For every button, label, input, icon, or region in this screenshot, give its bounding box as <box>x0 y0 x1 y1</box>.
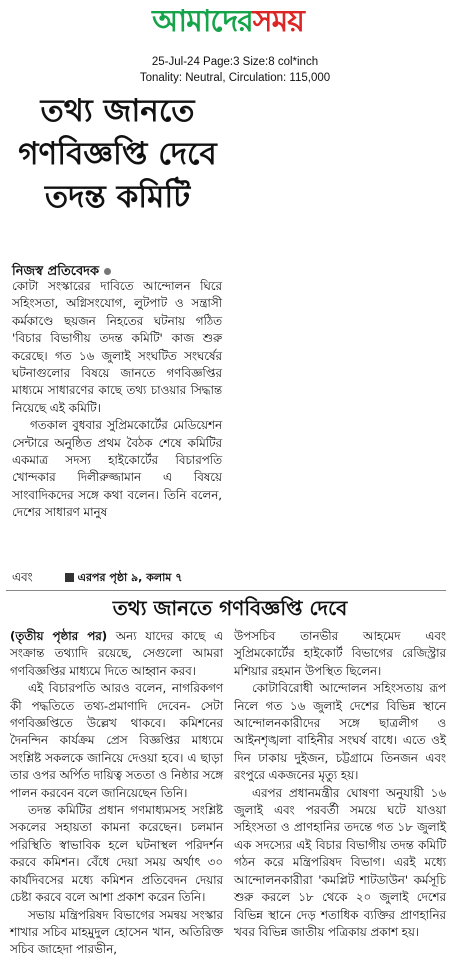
clip-date-page-size: 25-Jul-24 Page:3 Size:8 col*inch <box>151 56 319 68</box>
byline-text: নিজস্ব প্রতিবেদক <box>12 264 100 279</box>
lead-column <box>12 278 222 522</box>
continued-paragraph: সভায় মন্ত্রিপরিষদ বিভাগের সমন্বয় সংস্কার শাখার সচিব মাহমুদুল হোসেন খান, অতিরিক্ত সচিব জাহেদা পারভীন, <box>10 907 223 957</box>
continued-left-column <box>10 628 223 959</box>
continued-paragraph <box>10 628 223 680</box>
continued-paragraph: উপসচিব তানভীর আহমেদ এবং সুপ্রিমকোর্টের হাইকোর্ট বিভাগের রেজিস্ট্রার মশিয়ার রহমান উপস্থিত ছিলেন। <box>234 629 446 678</box>
logo-part-1: আমাদের <box>152 3 253 39</box>
continued-paragraph: তদন্ত কমিটির প্রধান গণমাধ্যমসহ সংশ্লিষ্ট সকলের সহায়তা কামনা করেছেন। চলমান পরিস্থিতি স্বাভাবিক হলে ঘটনাস্থল পরিদর্শন করবে কমিশন। বেঁধে দেয়া সময় অর্থাৎ ৩০ কার্যদিবসের মধ্যে কমিশন প্রতিবেদন দেয়ার চেষ্টা করবে বলে আশা প্রকাশ করেন তিনি। <box>10 803 223 905</box>
continued-from-tag: (তৃতীয় পৃষ্ঠার পর) <box>10 629 108 643</box>
continued-right-column <box>234 628 446 941</box>
continued-headline: তথ্য জানতে গণবিজ্ঞপ্তি দেবে <box>112 596 348 620</box>
continued-paragraph: এই বিচারপতি আরও বলেন, নাগরিকগণ কী পদ্ধতিতে তথ্য-প্রমাণাদি দেবেন- সেটা গণবিজ্ঞপ্তিতে উল্লেখ থাকবে। কমিশনের দৈনন্দিন কার্যক্রম প্রেস বিজ্ঞপ্তির মাধ্যমে সংশ্লিষ্ট সকলকে জানিয়ে দেওয়া হবে। এ ছাড়া তার ওপর অর্পিত দায়িত্ব সততা ও নিষ্ঠার সঙ্গে পালন করবেন বলে জানিয়েছেন তিনি। <box>10 681 223 800</box>
square-bullet-icon <box>65 573 74 582</box>
newspaper-logo <box>92 2 364 42</box>
continuation-line <box>12 568 222 588</box>
newspaper-masthead <box>0 0 455 46</box>
article-headline: তথ্য জানতে গণবিজ্ঞপ্তি দেবে তদন্ত কমিটি <box>18 93 217 215</box>
lead-paragraph: কোটা সংস্কারের দাবিতে আন্দোলন ঘিরে সহিংসতা, অগ্নিসংযোগ, লুটপাট ও সন্ত্রাসী কর্মকাণ্ডে ছয়জন নিহতের ঘটনায় গঠিত 'বিচার বিভাগীয় তদন্ত কমিটি' কাজ শুরু করেছে। গত ১৬ জুলাই সংঘটিত সংঘর্ষের ঘটনাগুলোর বিষয়ে জানতে গণবিজ্ঞপ্তির মাধ্যমে সাধারণের কাছে তথ্য চাওয়ার সিদ্ধান্ত নিয়েছে এই কমিটি। <box>12 279 222 415</box>
continuation-word: এবং <box>12 570 33 584</box>
logo-part-2: সময় <box>252 3 304 39</box>
section-divider <box>6 590 446 591</box>
continued-paragraph: এরপর প্রধানমন্ত্রীর ঘোষণা অনুযায়ী ১৬ জুলাই এবং পরবর্তী সময়ে ঘটে যাওয়া সহিংসতা ও প্রাণহানির তদন্তে গত ১৮ জুলাই এক সদস্যের এই বিচার বিভাগীয় তদন্ত কমিটি গঠন করে মন্ত্রিপরিষদ বিভাগ। এরই মধ্যে আন্দোলনকারীরা 'কমপ্লিট শাটডাউন' কর্মসূচি শুরু করলে ১৮ থেকে ২০ জুলাই দেশের বিভিন্ন স্থানে দেড় শতাধিক ব্যক্তির প্রাণহানির খবর বিভিন্ন জাতীয় পত্রিকায় প্রকাশ হয়। <box>234 785 446 939</box>
continuation-reference: এরপর পৃষ্ঠা ৯, কলাম ৭ <box>77 571 183 584</box>
continued-paragraph-text: অন্য যাদের কাছে এ সংক্রান্ত তথ্যাদি রয়েছে, সেগুলো আমরা গণবিজ্ঞপ্তির মাধ্যমে দিতে আহ্বান করব। <box>10 629 223 678</box>
byline-bullet-icon <box>104 268 111 275</box>
lead-paragraph: গতকাল বুধবার সুপ্রিমকোর্টের মেডিয়েশন সেন্টারে অনুষ্ঠিত প্রথম বৈঠক শেষে কমিটির একমাত্র সদস্য হাইকোর্টের বিচারপতি খোন্দকার দিলীরুজ্জামান এ বিষয়ে সাংবাদিকদের সঙ্গে কথা বলেন। তিনি বলেন, দেশের সাধারণ মানুষ <box>12 418 222 520</box>
clip-tonality-circulation: Tonality: Neutral, Circulation: 115,000 <box>139 72 331 84</box>
continued-paragraph: কোটাবিরোধী আন্দোলন সহিংসতায় রূপ নিলে গত ১৬ জুলাই দেশের বিভিন্ন স্থানে আন্দোলনকারীদের সঙ্গে ছাত্রলীগ ও আইনশৃঙ্খলা বাহিনীর সংঘর্ষ বাধে। এতে ওই দিন ঢাকায় দুইজন, চট্টগ্রামে তিনজন এবং রংপুরে একজনের মৃত্যু হয়। <box>234 681 446 783</box>
